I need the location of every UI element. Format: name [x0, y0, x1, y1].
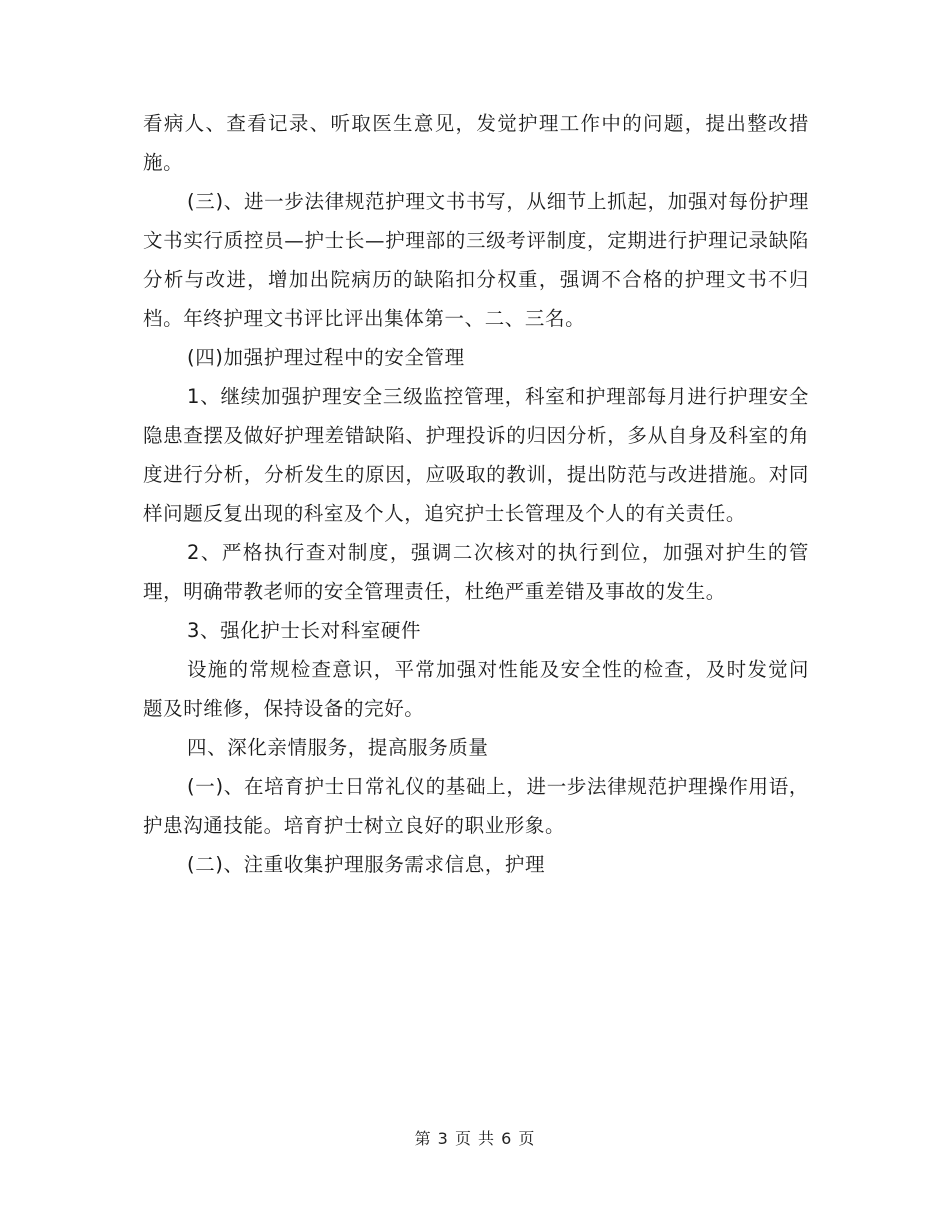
paragraph-3: (四)加强护理过程中的安全管理 [187, 346, 465, 369]
paragraph-9: (一)、在培育护士日常礼仪的基础上，进一步法律规范护理操作用语，护患沟通技能。培育护士树立良好的职业形象。 [143, 775, 809, 837]
paragraph-10: (二)、注重收集护理服务需求信息，护理 [187, 853, 546, 876]
paragraph-1: 看病人、查看记录、听取医生意见，发觉护理工作中的问题，提出整改措施。 [143, 112, 809, 174]
page-footer: 第 3 页 共 6 页 [414, 1129, 536, 1148]
paragraph-4: 1、继续加强护理安全三级监控管理，科室和护理部每月进行护理安全隐患查摆及做好护理差错缺陷、护理投诉的归因分析，多从自身及科室的角度进行分析，分析发生的原因，应吸取的教训，提出防范与改进措施。对同样问题反复出现的科室及个人，追究护士长管理及个人的有关责任。 [143, 385, 809, 525]
paragraph-6: 3、强化护士长对科室硬件 [187, 619, 422, 642]
document-body [143, 104, 809, 884]
paragraph-2: (三)、进一步法律规范护理文书书写，从细节上抓起，加强对每份护理文书实行质控员—护士长—护理部的三级考评制度，定期进行护理记录缺陷分析与改进，增加出院病历的缺陷扣分权重，强调不合格的护理文书不归档。年终护理文书评比评出集体第一、二、三名。 [143, 190, 809, 330]
paragraph-8: 四、深化亲情服务，提高服务质量 [187, 736, 489, 759]
paragraph-7: 设施的常规检查意识，平常加强对性能及安全性的检查，及时发觉问题及时维修，保持设备的完好。 [143, 658, 809, 720]
paragraph-5: 2、严格执行查对制度，强调二次核对的执行到位，加强对护生的管理，明确带教老师的安全管理责任，杜绝严重差错及事故的发生。 [143, 541, 809, 603]
